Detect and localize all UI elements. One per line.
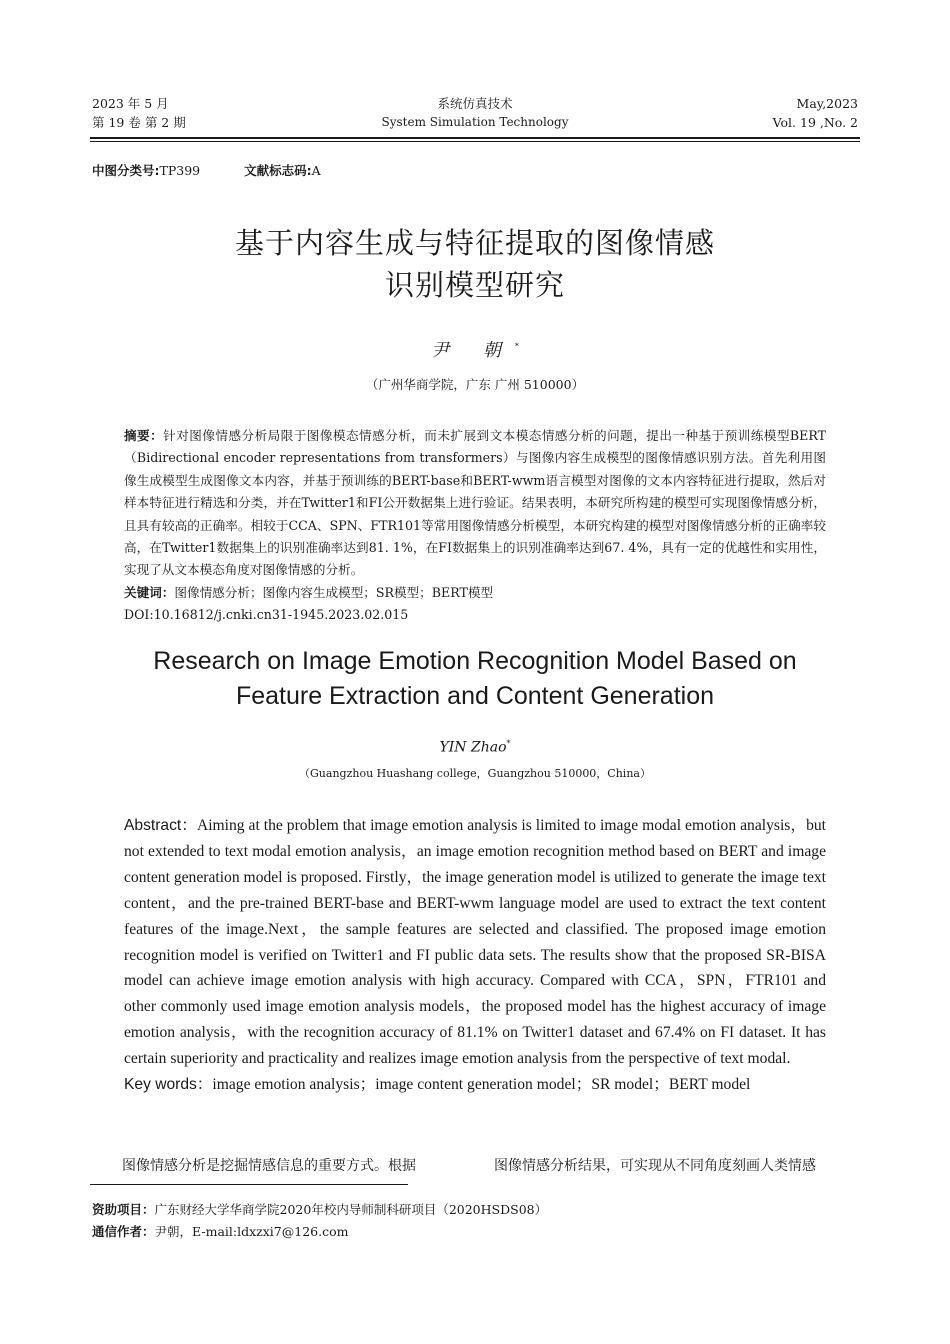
keywords-cn-label: 关键词：: [124, 584, 175, 600]
paper-title-cn: [120, 222, 830, 306]
footnote-funding: [92, 1199, 547, 1221]
header-right: [773, 94, 858, 132]
footnote-correspondence: [92, 1221, 348, 1243]
author-cn: [0, 336, 950, 362]
funding-text: 广东财经大学华商学院2020年校内导师制科研项目（2020HSDS08）: [154, 1202, 548, 1217]
affiliation-en: （Guangzhou Huashang college，Guangzhou 510000，China）: [299, 767, 651, 780]
doi: DOI:10.16812/j.cnki.cn31-1945.2023.02.015: [124, 607, 409, 623]
corresponding-mark: *: [514, 342, 519, 351]
funding-label: 资助项目：: [92, 1202, 155, 1217]
abstract-en-text: Aiming at the problem that image emotion analysis is limited to image modal emotion analysis，but not extended to text modal emotion analysis，an image emotion recognition method based on BERT and image content generation model is proposed. Firstly，the image generation model is utilized to generate the image text content，and the pre-trained BERT-base and BERT-wwm language model are used to extract the text content features of the image.Next，the sample features are selected and classified. The proposed image emotion recognition model is verified on Twitter1 and FI public data sets. The results show that the proposed SR-BISA model can achieve image emotion analysis with high accuracy. Compared with CCA，SPN，FTR101 and other commonly used image emotion analysis models，the proposed model has the highest accuracy of image emotion analysis，with the recognition accuracy of 81.1% on Twitter1 dataset and 67.4% on FI dataset. It has certain superiority and practicality and realizes image emotion analysis from the perspective of text modal.: [124, 817, 826, 1068]
issue-volume-en: Vol. 19 ,No. 2: [772, 115, 858, 130]
title-cn-line-2: 识别模型研究: [384, 268, 565, 302]
header-rule-thin: [90, 141, 860, 142]
keywords-en: image emotion analysis；image content generation model；SR model；BERT model: [212, 1076, 751, 1094]
header-left: [92, 94, 186, 132]
title-en-line-2: Feature Extraction and Content Generation: [235, 682, 715, 710]
body-text-right: 图像情感分析结果，可实现从不同角度刻画人类情感: [494, 1158, 816, 1174]
author-name-cn: 尹 朝: [431, 340, 515, 361]
doc-code-label: 文献标志码:: [244, 163, 312, 178]
author-name-en: YIN Zhao: [439, 739, 507, 756]
issue-date-en: May,2023: [796, 96, 858, 111]
classification-line: [92, 161, 321, 179]
journal-name-cn: 系统仿真技术: [437, 96, 513, 111]
abstract-cn: [124, 425, 826, 627]
abstract-cn-text: 针对图像情感分析局限于图像模态情感分析，而未扩展到文本模态情感分析的问题，提出一种基于预训练模型BERT（Bidirectional encoder representations from transformers）与图像内容生成模型的图像情感识别方法。首先利用图像生成模型生成图像文本内容，并基于预训练的BERT-base和BERT-wwm语言模型对图像的文本内容特征进行提取，然后对样本特征进行精选和分类，并在Twitter1和FI公开数据集上进行验证。结果表明，本研究所构建的模型可实现图像情感分析，且具有较高的正确率。相较于CCA、SPN、FTR101等常用图像情感分析模型，本研究构建的模型对图像情感分析的正确率较高，在Twitter1数据集上的识别准确率达到81. 1%，在FI数据集上的识别准确率达到67. 4%，具有一定的优越性和实用性，实现了从文本模态角度对图像情感的分析。: [124, 428, 827, 578]
author-en: [0, 739, 950, 756]
body-text-left: 图像情感分析是挖掘情感信息的重要方式。根据: [122, 1158, 416, 1174]
clc-label: 中图分类号:: [92, 163, 160, 178]
footnote-rule: [90, 1184, 408, 1185]
doc-code-value: A: [311, 163, 321, 178]
keywords-cn: 图像情感分析；图像内容生成模型；SR模型；BERT模型: [174, 584, 494, 600]
header-center: [330, 94, 620, 132]
abstract-en: [124, 813, 826, 1098]
title-cn-line-1: 基于内容生成与特征提取的图像情感: [234, 226, 715, 260]
correspondence-label: 通信作者：: [92, 1224, 155, 1239]
correspondence-text: 尹朝，E-mail:ldxzxi7@126.com: [154, 1224, 349, 1239]
keywords-en-label: Key words：: [124, 1076, 213, 1094]
paper-title-en: [100, 644, 850, 714]
header-rule: [90, 137, 860, 139]
corresponding-mark-en: *: [506, 739, 511, 748]
clc-value: TP399: [159, 163, 201, 178]
issue-date-cn: 2023 年 5 月: [92, 96, 169, 111]
title-en-line-1: Research on Image Emotion Recognition Model Based on: [153, 647, 797, 675]
issue-volume-cn: 第 19 卷 第 2 期: [92, 115, 186, 130]
abstract-en-label: Abstract：: [124, 817, 197, 834]
journal-name-en: System Simulation Technology: [381, 115, 569, 129]
abstract-cn-label: 摘要：: [124, 428, 164, 443]
affiliation-cn: （广州华商学院，广东 广州 510000）: [365, 377, 585, 392]
